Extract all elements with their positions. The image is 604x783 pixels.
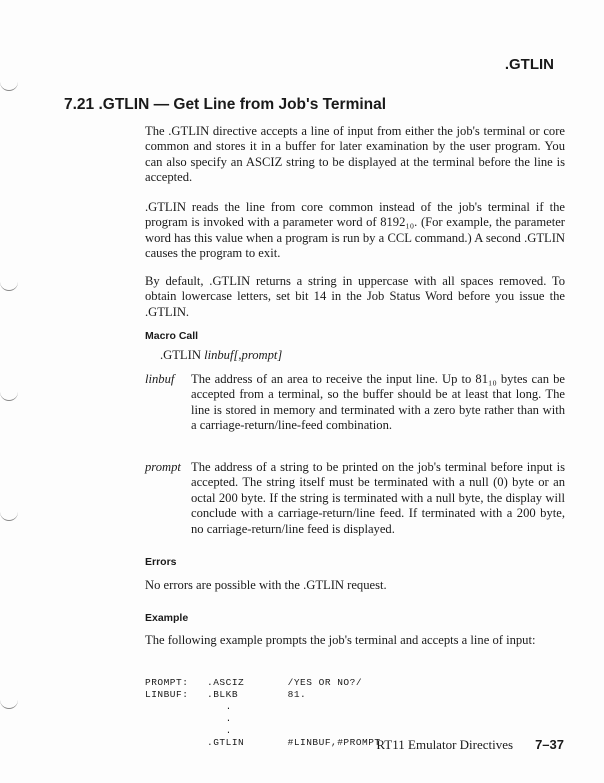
directive: .GTLIN (160, 348, 201, 362)
page-footer (376, 737, 564, 753)
term-definition: The address of an area to receive the input line. Up to 81₁₀ bytes can be accepted from a terminal, so the buffer should be at least that long. The line is stored in memory and terminated with a zero byte rather than with a carriage-return/line-feed combination. (191, 372, 565, 433)
errors-text: No errors are possible with the .GTLIN request. (145, 578, 387, 592)
term-prompt (145, 460, 565, 537)
example-text: The following example prompts the job's terminal and accepts a line of input: (145, 633, 536, 647)
macro-call-heading: Macro Call (145, 330, 199, 342)
paragraph: .GTLIN reads the line from core common instead of the job's terminal if the program is invoked with a parameter word of 8192₁₀. (For example, the parameter word has this value when a program is run by a CCL command.) A second .GTLIN causes the program to exit. (145, 200, 565, 261)
paragraph: By default, .GTLIN returns a string in uppercase with all spaces removed. To obtain lowercase letters, set bit 14 in the Job Status Word before you issue the .GTLIN. (145, 274, 565, 319)
macro-call-syntax (160, 348, 282, 363)
optional-args: [,prompt] (233, 348, 283, 362)
binding-mark (0, 282, 18, 291)
example-code: PROMPT: .ASCIZ /YES OR NO?/ LINBUF: .BLKB 81. . . . .GTLIN #LINBUF,#PROMPT (145, 677, 381, 748)
running-head: .GTLIN (504, 56, 554, 73)
binding-mark (0, 392, 18, 401)
footer-chapter: RT11 Emulator Directives (376, 737, 514, 752)
errors-heading: Errors (145, 556, 177, 568)
example-heading: Example (145, 612, 189, 624)
term-definition: The address of a string to be printed on the job's terminal before input is accepted. The string itself must be terminated with a null (0) byte or an octal 200 byte. If the string is terminated with a null byte, the display will conclude with a carriage-return/line feed. If terminated with a 200 byte, no carriage-return/line feed is displayed. (191, 460, 565, 536)
binding-mark (0, 82, 18, 91)
args: linbuf (204, 348, 234, 362)
term-linbuf (145, 372, 565, 434)
paragraph: The .GTLIN directive accepts a line of input from either the job's terminal or core common and stores it in a buffer for later examination by the user program. You can also specify an ASCIZ string to be displayed at the terminal before the line is accepted. (145, 124, 565, 185)
term-name: linbuf (145, 372, 175, 386)
section-title: 7.21 .GTLIN — Get Line from Job's Terminal (64, 96, 387, 113)
binding-mark (0, 700, 18, 709)
term-name: prompt (145, 460, 181, 474)
binding-mark (0, 512, 18, 521)
page-number: 7–37 (535, 737, 564, 752)
